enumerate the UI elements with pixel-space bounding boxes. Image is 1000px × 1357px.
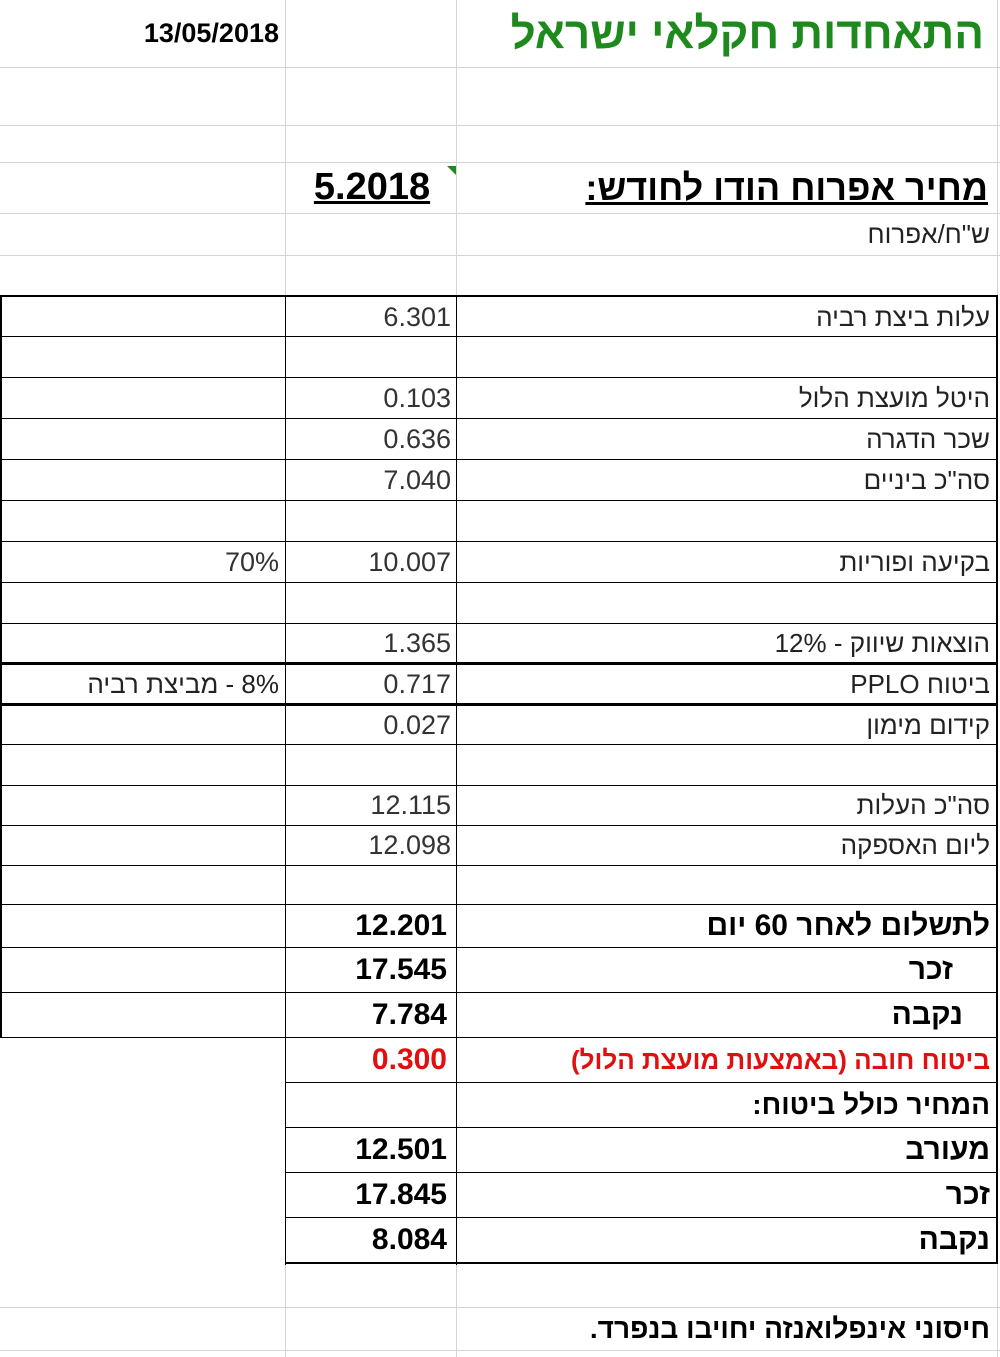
table-row xyxy=(0,826,1000,865)
label-cell[interactable] xyxy=(457,826,998,865)
table-row xyxy=(0,905,1000,947)
table-row xyxy=(0,542,1000,582)
border xyxy=(285,1262,998,1264)
table-row xyxy=(0,1083,1000,1127)
unit-row xyxy=(0,213,1000,255)
value-cell[interactable] xyxy=(287,948,457,992)
note: 8% - מביצת רביה xyxy=(87,668,279,699)
label: היטל מועצת הלול xyxy=(798,382,990,413)
table-row xyxy=(0,419,1000,459)
title-row xyxy=(0,0,1000,67)
table-row xyxy=(0,993,1000,1037)
value: 12.115 xyxy=(370,790,451,820)
label-cell[interactable] xyxy=(457,786,998,825)
label-cell[interactable] xyxy=(457,419,998,459)
label: זכר xyxy=(945,1178,990,1211)
label: לתשלום לאחר 60 יום xyxy=(706,909,990,942)
value: 0.103 xyxy=(383,382,451,413)
value: 1.365 xyxy=(383,627,451,658)
note: 70% xyxy=(224,546,279,577)
label: עלות ביצת רביה xyxy=(816,301,990,332)
value: 12.098 xyxy=(368,830,451,860)
date-cell[interactable] xyxy=(0,0,287,67)
value: 0.300 xyxy=(371,1043,447,1076)
page-title: התאחדות חקלאי ישראל xyxy=(510,8,984,58)
title-cell[interactable] xyxy=(457,0,998,67)
table-row xyxy=(0,948,1000,992)
label-cell[interactable] xyxy=(457,1083,998,1127)
label: מעורב xyxy=(905,1133,990,1166)
value: 12.501 xyxy=(355,1133,447,1166)
table-row xyxy=(0,624,1000,662)
gridline xyxy=(0,1350,1000,1351)
value: 17.845 xyxy=(355,1178,447,1211)
value-cell[interactable] xyxy=(287,1218,457,1262)
unit-cell[interactable] xyxy=(457,213,998,255)
value-cell[interactable] xyxy=(287,378,457,418)
label-cell[interactable] xyxy=(457,665,998,703)
table-row xyxy=(0,706,1000,744)
border xyxy=(0,865,998,866)
value-cell[interactable] xyxy=(287,1128,457,1172)
value-cell[interactable] xyxy=(287,706,457,744)
border xyxy=(0,582,998,583)
label: בקיעה ופוריות xyxy=(839,546,990,577)
note-cell[interactable] xyxy=(0,665,287,703)
value-cell[interactable] xyxy=(287,419,457,459)
table-row xyxy=(0,665,1000,703)
value-cell[interactable] xyxy=(287,665,457,703)
value: 12.201 xyxy=(355,909,447,942)
header-row xyxy=(0,162,1000,213)
label-cell[interactable] xyxy=(457,706,998,744)
label: ביטוח PPLO xyxy=(850,668,990,699)
table-row xyxy=(0,297,1000,337)
label-cell[interactable] xyxy=(457,460,998,500)
label: הוצאות שיווק - 12% xyxy=(774,627,990,658)
value: 6.301 xyxy=(383,301,451,332)
label: נקבה xyxy=(918,1223,990,1256)
value: 8.084 xyxy=(371,1223,447,1256)
label-cell[interactable] xyxy=(457,297,998,337)
table-row xyxy=(0,1038,1000,1082)
value-cell[interactable] xyxy=(287,786,457,825)
month-label: 5.2018 xyxy=(313,166,431,208)
label-cell[interactable] xyxy=(457,624,998,662)
value: 7.040 xyxy=(383,464,451,495)
value: 0.636 xyxy=(383,423,451,454)
label-cell[interactable] xyxy=(457,1128,998,1172)
value-cell[interactable] xyxy=(287,460,457,500)
value-cell[interactable] xyxy=(287,905,457,947)
label: סה"כ ביניים xyxy=(863,464,990,495)
label-cell[interactable] xyxy=(457,1038,998,1082)
label-cell[interactable] xyxy=(457,993,998,1037)
value-cell[interactable] xyxy=(287,297,457,337)
label-cell[interactable] xyxy=(457,378,998,418)
label: קידום מימון xyxy=(866,709,990,740)
gridline xyxy=(0,125,1000,126)
label: שכר הדגרה xyxy=(866,423,990,454)
table-row xyxy=(0,1128,1000,1172)
label-cell[interactable] xyxy=(457,948,998,992)
label: זכר xyxy=(908,953,953,986)
value-cell[interactable] xyxy=(287,993,457,1037)
value: 0.717 xyxy=(383,668,451,699)
label: ליום האספקה xyxy=(840,830,990,860)
footer-note: חיסוני אינפלואנזה יחויבו בנפרד. xyxy=(589,1313,990,1344)
report-date: 13/05/2018 xyxy=(143,18,279,48)
table-row xyxy=(0,786,1000,825)
unit-label: ש"ח/אפרוח xyxy=(867,218,990,249)
note-cell[interactable] xyxy=(0,542,287,582)
value: 0.027 xyxy=(383,709,451,740)
table-row xyxy=(0,378,1000,418)
table-row xyxy=(0,460,1000,500)
label: ביטוח חובה (באמצעות מועצת הלול) xyxy=(570,1044,990,1075)
label: נקבה xyxy=(891,998,963,1031)
value: 7.784 xyxy=(371,998,447,1031)
label: המחיר כולל ביטוח: xyxy=(752,1089,990,1120)
section-heading: מחיר אפרוח הודו לחודש: xyxy=(585,166,988,208)
gridline xyxy=(0,255,1000,256)
gridline xyxy=(0,67,1000,68)
label-cell[interactable] xyxy=(457,1218,998,1262)
header-cell[interactable] xyxy=(457,162,998,213)
value-cell[interactable] xyxy=(287,542,457,582)
table-row xyxy=(0,1218,1000,1262)
value-cell[interactable] xyxy=(287,1173,457,1217)
footer-cell[interactable] xyxy=(457,1308,998,1350)
value: 10.007 xyxy=(368,546,451,577)
border xyxy=(0,500,998,501)
value-cell[interactable] xyxy=(287,826,457,865)
month-cell[interactable] xyxy=(287,162,457,213)
value-cell[interactable] xyxy=(287,1038,457,1082)
label-cell[interactable] xyxy=(457,1173,998,1217)
border xyxy=(0,744,998,745)
value-cell[interactable] xyxy=(287,624,457,662)
table-row xyxy=(0,1173,1000,1217)
label-cell[interactable] xyxy=(457,542,998,582)
label: סה"כ העלות xyxy=(856,790,990,820)
footer-row xyxy=(0,1308,1000,1350)
label-cell[interactable] xyxy=(457,905,998,947)
value: 17.545 xyxy=(355,953,447,986)
